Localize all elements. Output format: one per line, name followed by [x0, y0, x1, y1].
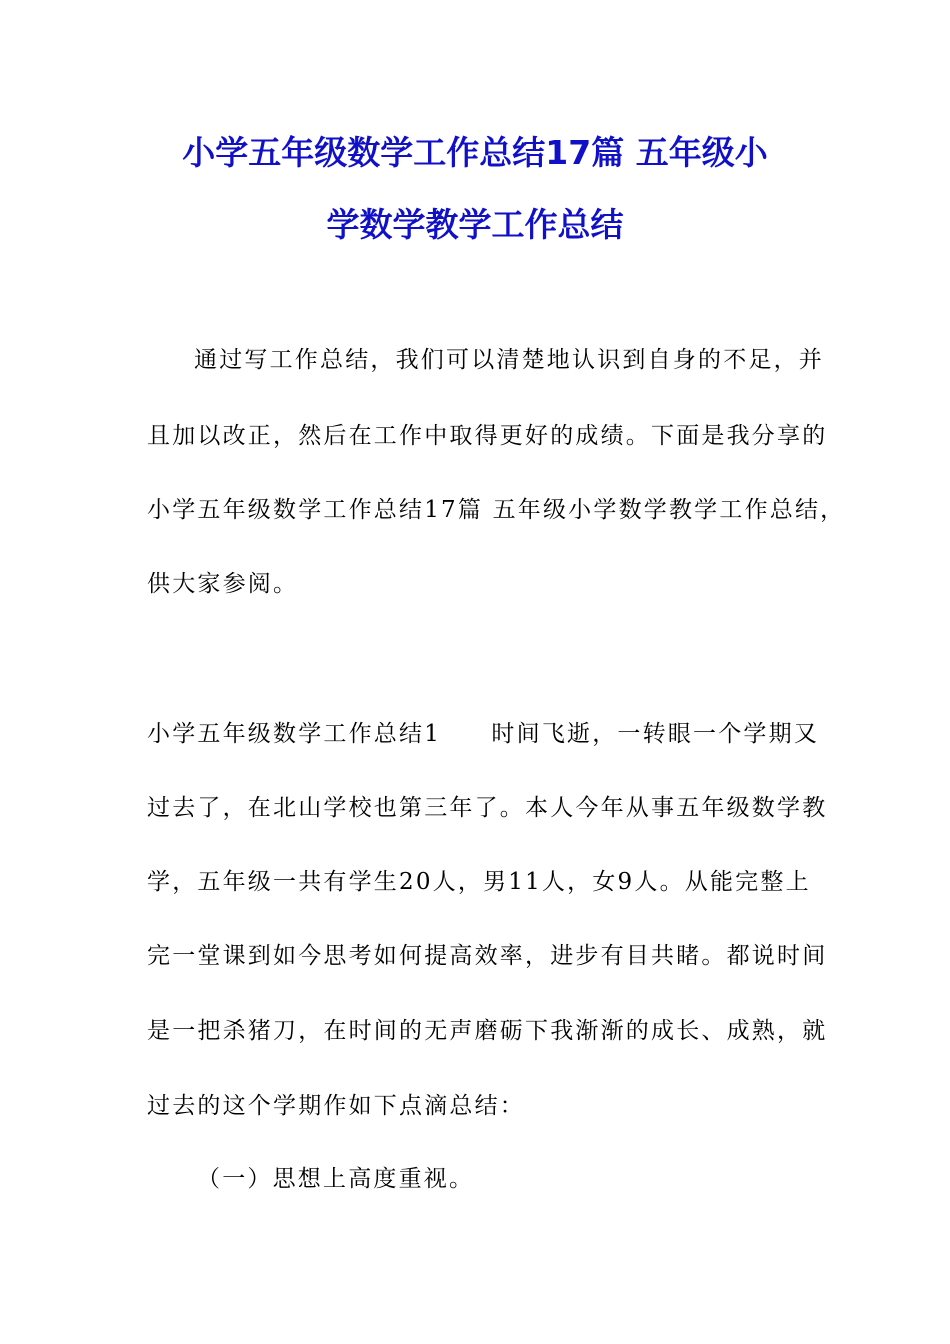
- section-line-2: 过去了，在北山学校也第三年了。本人今年从事五年级数学教: [147, 795, 828, 821]
- section-line-5: 是一把杀猪刀，在时间的无声磨砺下我渐渐的成长、成熟，就: [147, 1018, 828, 1044]
- section-line-4: 完一堂课到如今思考如何提高效率，进步有目共睹。都说时间: [147, 943, 828, 969]
- subheading: （一）思想上高度重视。: [197, 1166, 475, 1192]
- intro-line-3: 小学五年级数学工作总结17篇 五年级小学数学教学工作总结，: [147, 497, 846, 523]
- section-line-1: 小学五年级数学工作总结1 时间飞逝，一转眼一个学期又: [147, 721, 820, 747]
- document-title-line-1: 小学五年级数学工作总结17篇 五年级小: [182, 133, 768, 172]
- document-title-line-2: 学数学教学工作总结: [326, 205, 624, 244]
- section-line-3: 学，五年级一共有学生20人，男11人，女9人。从能完整上: [147, 869, 811, 895]
- intro-line-4: 供大家参阅。: [147, 571, 299, 597]
- intro-line-2: 且加以改正，然后在工作中取得更好的成绩。下面是我分享的: [147, 423, 828, 449]
- intro-line-1: 通过写工作总结，我们可以清楚地认识到自身的不足，并: [194, 347, 824, 373]
- section-line-6: 过去的这个学期作如下点滴总结：: [147, 1093, 525, 1119]
